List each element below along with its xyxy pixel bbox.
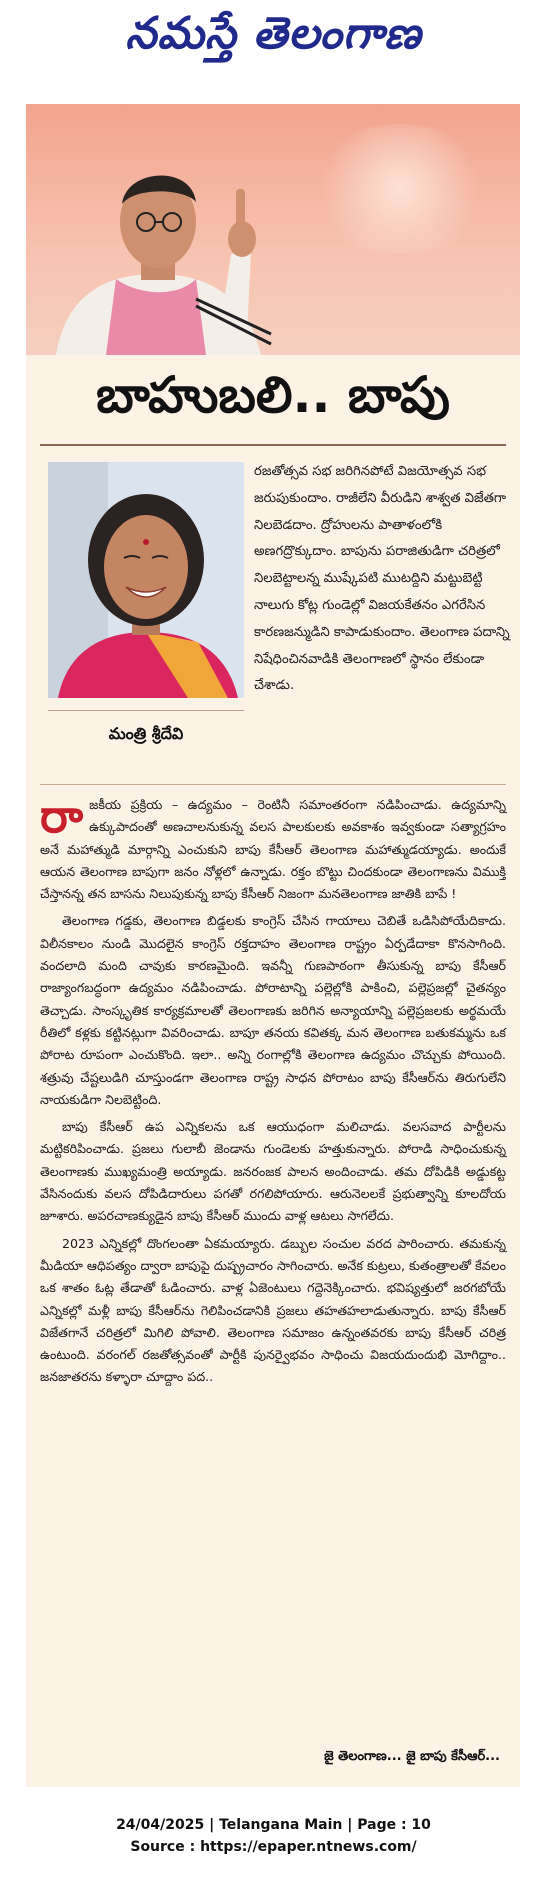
- sidebar-quote: [254, 459, 510, 700]
- hero-background-glow: [310, 124, 490, 254]
- body-paragraph-2: తెలంగాణ గడ్డకు, తెలంగాణ బిడ్డలకు కాంగ్రెస్ చేసిన గాయాలు చెబితే ఒడిసిపోయేదికాదు. విలీనకాలం నుండి మొదలైన కాంగ్రెస్ రక్తదాహం తెలంగాణ రాష్ట్రం ఏర్పడేదాకా కొనసాగింది. వందలాది మంది చావుకు కారణమైంది. ఇవన్నీ గుణపాఠంగా తీసుకున్న బాపు కేసీఆర్ రాజ్యాంగబద్ధంగా ఉద్యమం నడిపించాడు. పోరాటాన్ని పల్లెల్లోకి పాకించి, పల్లెప్రజల్లో చైతన్యం తెచ్చాడు. సాంస్కృతిక కార్యక్రమాలతో తెలంగాణకు జరిగిన అన్యాయాన్ని పల్లెప్రజలకు అర్థమయే రీతిలో కళ్లకు కట్టినట్లుగా వివరించాడు. బాపూ తనయ కవితక్క మన తెలంగాణ బతుకమ్మను ఒక పోరాట రూపంగా ఎంచుకొంది. ఇలా.. అన్ని రంగాల్లోకి తెలంగాణ ఉద్యమం చొచ్చుకు పోయింది. శత్రువు చేష్టలుడిగి చూస్తుండగా తెలంగాణ రాష్ట్ర సాధన పోరాటం బాపు కేసీఆర్‌ను తిరుగులేని నాయకుడిగా నిలబెట్టింది.: [40, 913, 506, 1107]
- hero-photo: [26, 104, 520, 355]
- speaker-illustration: [46, 134, 276, 355]
- author-portrait-illustration: [48, 462, 244, 698]
- article-body: [40, 789, 506, 1394]
- body-paragraph-1-text: జకీయ ప్రక్రియ – ఉద్యమం – రెంటినీ సమాంతరంగా నడిపించాడు. ఉద్యమాన్ని ఉక్కుపాదంతో అణచాలనుకున్న వలస పాలకులకు అవకాశం ఇవ్వకుండా సత్యాగ్రహం అనే మహాత్ముడి మార్గాన్ని ఎంచుకుని బాపు కేసీఆర్ తెలంగాణ మహాత్ముడయ్యాడు. అందుకే ఆయన తెలంగాణ బాపుగా జనం నోళ్లలో ఉన్నాడు. రక్తం బొట్టు చిందకుండా తెలంగాణను విముక్తి చేస్తానన్న తన బాసను నిలుపుకున్న బాపు కేసీఆర్ నిజంగా మనతెలంగాణ జాతికి బాపే !: [40, 797, 506, 902]
- byline-divider: [48, 710, 244, 711]
- footer-dateline: 24/04/2025 | Telangana Main | Page : 10: [116, 1817, 431, 1833]
- page-footer: [0, 1814, 547, 1858]
- masthead-title: నమస్తే తెలంగాణ: [125, 8, 422, 59]
- article-signoff: జై తెలంగాణ... జై బాపు కేసీఆర్...: [324, 1749, 500, 1764]
- drop-cap: రా: [40, 789, 84, 843]
- sidebar-quote-text: రజతోత్సవ సభ జరిగినపోటే విజయోత్సవ సభ జరుపుకుందాం. రాజీలేని వీరుడిని శాశ్వత విజేతగా నిలబెడదాం. ద్రోహులను పాతాళంలోకి అణగద్రొక్కుదాం. బాపును పరాజితుడిగా చరిత్రలో నిలబెట్టాలన్న ముష్కేపటి ముటద్దిని మట్టుబెట్టి నాలుగు కోట్ల గుండెల్లో విజయకేతనం ఎగరేసిన కారణజన్ముడిని కాపాడుకుందాం. తెలంగాణ పదాన్ని నిషేధించినవాడికి తెలంగాణలో స్థానం లేకుండా చేశాడు.: [254, 464, 510, 694]
- author-portrait: [48, 462, 244, 698]
- headline: బాహుబలి.. బాపు: [96, 366, 450, 424]
- body-paragraph-3: బాపు కేసీఆర్ ఉప ఎన్నికలను ఒక ఆయుధంగా మలిచాడు. వలసవాద పార్టీలను మట్టికరిపించాడు. ప్రజలు గులాబీ జెండాను గుండెలకు హత్తుకున్నారు. పోరాడి సాధించుకున్న తెలంగాణకు ముఖ్యమంత్రి అయ్యాడు. జనరంజక పాలన అందించాడు. తమ దోపిడికి అడ్డుకట్ట వేసినందుకు వలస దోపిడిదారులు పగతో రగలిపోయారు. ఆరునెలలకే ప్రభుత్వాన్ని కూలదోయ జూశారు. అపరచాణక్యుడైన బాపు కేసీఆర్ ముందు వాళ్ల ఆటలు సాగలేదు.: [40, 1119, 506, 1224]
- body-divider: [40, 784, 506, 785]
- author-byline: మంత్రి శ్రీదేవి: [108, 724, 184, 743]
- body-paragraph-1: [40, 789, 506, 905]
- article-clipping: [26, 104, 520, 1787]
- footer-source: Source : https://epaper.ntnews.com/: [130, 1839, 417, 1855]
- masthead: [0, 0, 547, 90]
- headline-divider: [40, 444, 506, 446]
- body-paragraph-4: 2023 ఎన్నికల్లో దొంగలంతా ఏకమయ్యారు. డబ్బుల సంచుల వరద పారించారు. తమకున్న మీడియా ఆధిపత్యం ద్వారా బాపుపై దుష్ప్రచారం సాగించారు. అనేక కుట్రలు, కుతంత్రాలతో కేవలం ఒక శాతం ఓట్ల తేడాతో ఓడించారు. వాళ్ల ఏజెంటులు గద్దెనెక్కించారు. భవిష్యత్తులో జరగబోయే ఎన్నికల్లో మళ్లీ బాపు కేసీఆర్‌ను గెలిపించడానికి ప్రజలు తహతహలాడుతున్నారు. బాపు కేసీఆర్ విజేతగానే చరిత్రలో మిగిలి పోవాలి. తెలంగాణ సమాజం ఉన్నంతవరకు బాపు కేసీఆర్ చరిత్ర ఉంటుంది. వరంగల్ రజతోత్సవంతో పార్టీకి పునర్వైభవం సాధించు విజయదుందుభి మోగిద్దాం.. జనజాతరను కళ్ళారా చూద్దాం పద..: [40, 1235, 506, 1385]
